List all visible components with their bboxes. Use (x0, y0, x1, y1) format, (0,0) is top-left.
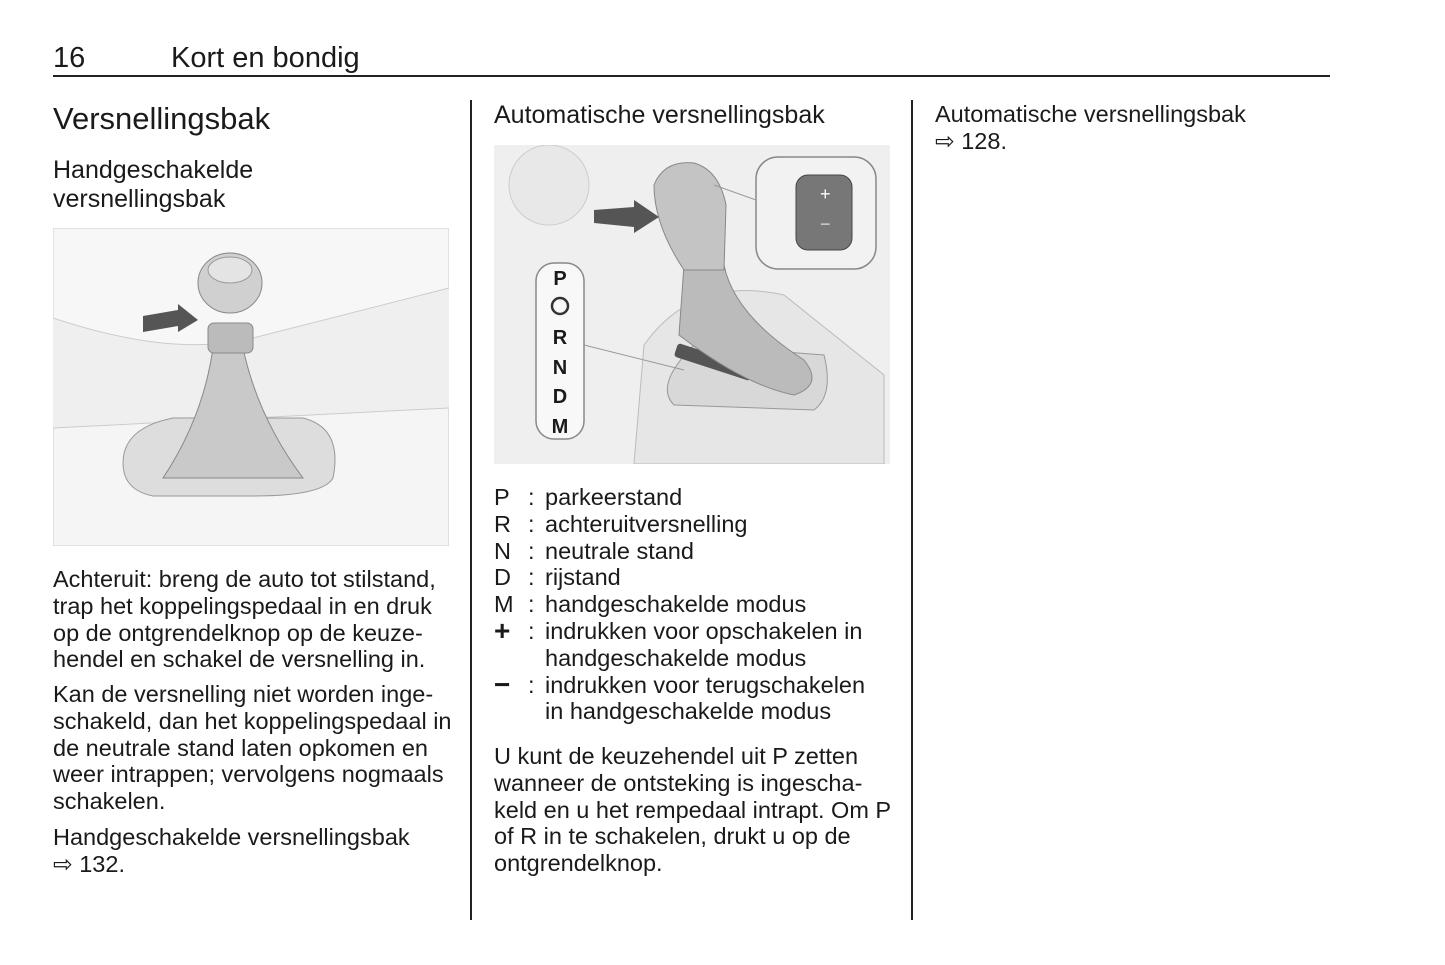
subheading-manual: Handgeschakelde versnellingsbak (53, 156, 254, 213)
heading-versnellingsbak: Versnellingsbak (53, 101, 271, 136)
legend-colon: : (528, 591, 535, 618)
page-number: 16 (53, 42, 86, 74)
brake-symbol-icon (550, 295, 570, 325)
minus-icon: − (494, 668, 511, 700)
legend-item (494, 614, 885, 672)
legend-key: N (494, 537, 511, 564)
legend-text: neutrale stand (545, 537, 694, 564)
plus-icon: + (494, 614, 511, 646)
column-divider (911, 100, 913, 920)
legend-item (494, 668, 885, 726)
legend-colon: : (528, 671, 535, 698)
legend-text: indrukken voor opschakelen in handgeschakelde modus (545, 617, 863, 671)
arrow-right-icon: ⇨ (53, 850, 73, 877)
legend-colon: : (528, 537, 535, 564)
reference-text: Handgeschakelde versnellingsbak (53, 824, 410, 850)
manual-gearshift-illustration (53, 228, 449, 546)
label-d: D (552, 386, 568, 408)
legend-colon: : (528, 617, 535, 644)
legend-colon: : (528, 510, 535, 537)
legend-text: parkeerstand (545, 484, 683, 510)
label-m: M (551, 415, 569, 438)
reference-page: 132. (79, 850, 125, 877)
legend-text: achteruitversnelling (545, 510, 748, 537)
reference-page: 128. (961, 127, 1007, 154)
plus-label: + (820, 184, 831, 204)
reference-text: Automatische versnellingsbak (935, 101, 1246, 127)
paragraph: U kunt de keuzehendel uit P zetten wanneer de ontsteking is ingeschakeld en u het rempedaal intrapt. Om P of R in te schakelen, drukt u op de ontgrendelknop. (494, 743, 891, 877)
legend-text: indrukken voor terugschakelen in handgeschakelde modus (545, 671, 866, 725)
arrow-right-icon: ⇨ (935, 127, 955, 154)
gear-position-labels (550, 265, 570, 442)
cross-reference[interactable] (53, 824, 453, 878)
legend-colon: : (528, 564, 535, 591)
paragraph: Kan de versnelling niet worden ingeschakeld, dan het koppelingspedaal in de neutrale stand laten opkomen en weer intrappen; vervolgens nogmaals schakelen. (53, 681, 452, 815)
legend-colon: : (528, 484, 535, 510)
cross-reference[interactable] (935, 101, 1335, 155)
column-divider (470, 100, 472, 920)
legend-item (494, 564, 885, 591)
legend-item (494, 591, 885, 618)
automatic-gearshift-illustration (494, 145, 890, 464)
legend-key: P (494, 484, 510, 510)
legend-key: M (494, 591, 514, 618)
label-r: R (552, 327, 568, 349)
legend-text: handgeschakelde modus (545, 591, 807, 618)
paragraph: Achteruit: breng de auto tot stilstand, trap het koppelingspedaal in en druk op de ontgrendelknop op de keuzehendel en schakel de versnelling in. (53, 566, 436, 673)
legend-key: D (494, 564, 511, 591)
heading-automatic: Automatische versnellingsbak (494, 101, 825, 129)
legend-item (494, 538, 885, 565)
gear-legend (494, 484, 885, 725)
header-rule (53, 75, 1330, 77)
legend-key: R (494, 510, 511, 537)
label-p: P (553, 268, 567, 290)
label-n: N (552, 356, 568, 379)
legend-item (494, 484, 885, 511)
legend-item (494, 511, 885, 538)
svg-text:−: − (820, 214, 831, 234)
section-title: Kort en bondig (171, 42, 360, 74)
legend-text: rijstand (545, 564, 621, 591)
